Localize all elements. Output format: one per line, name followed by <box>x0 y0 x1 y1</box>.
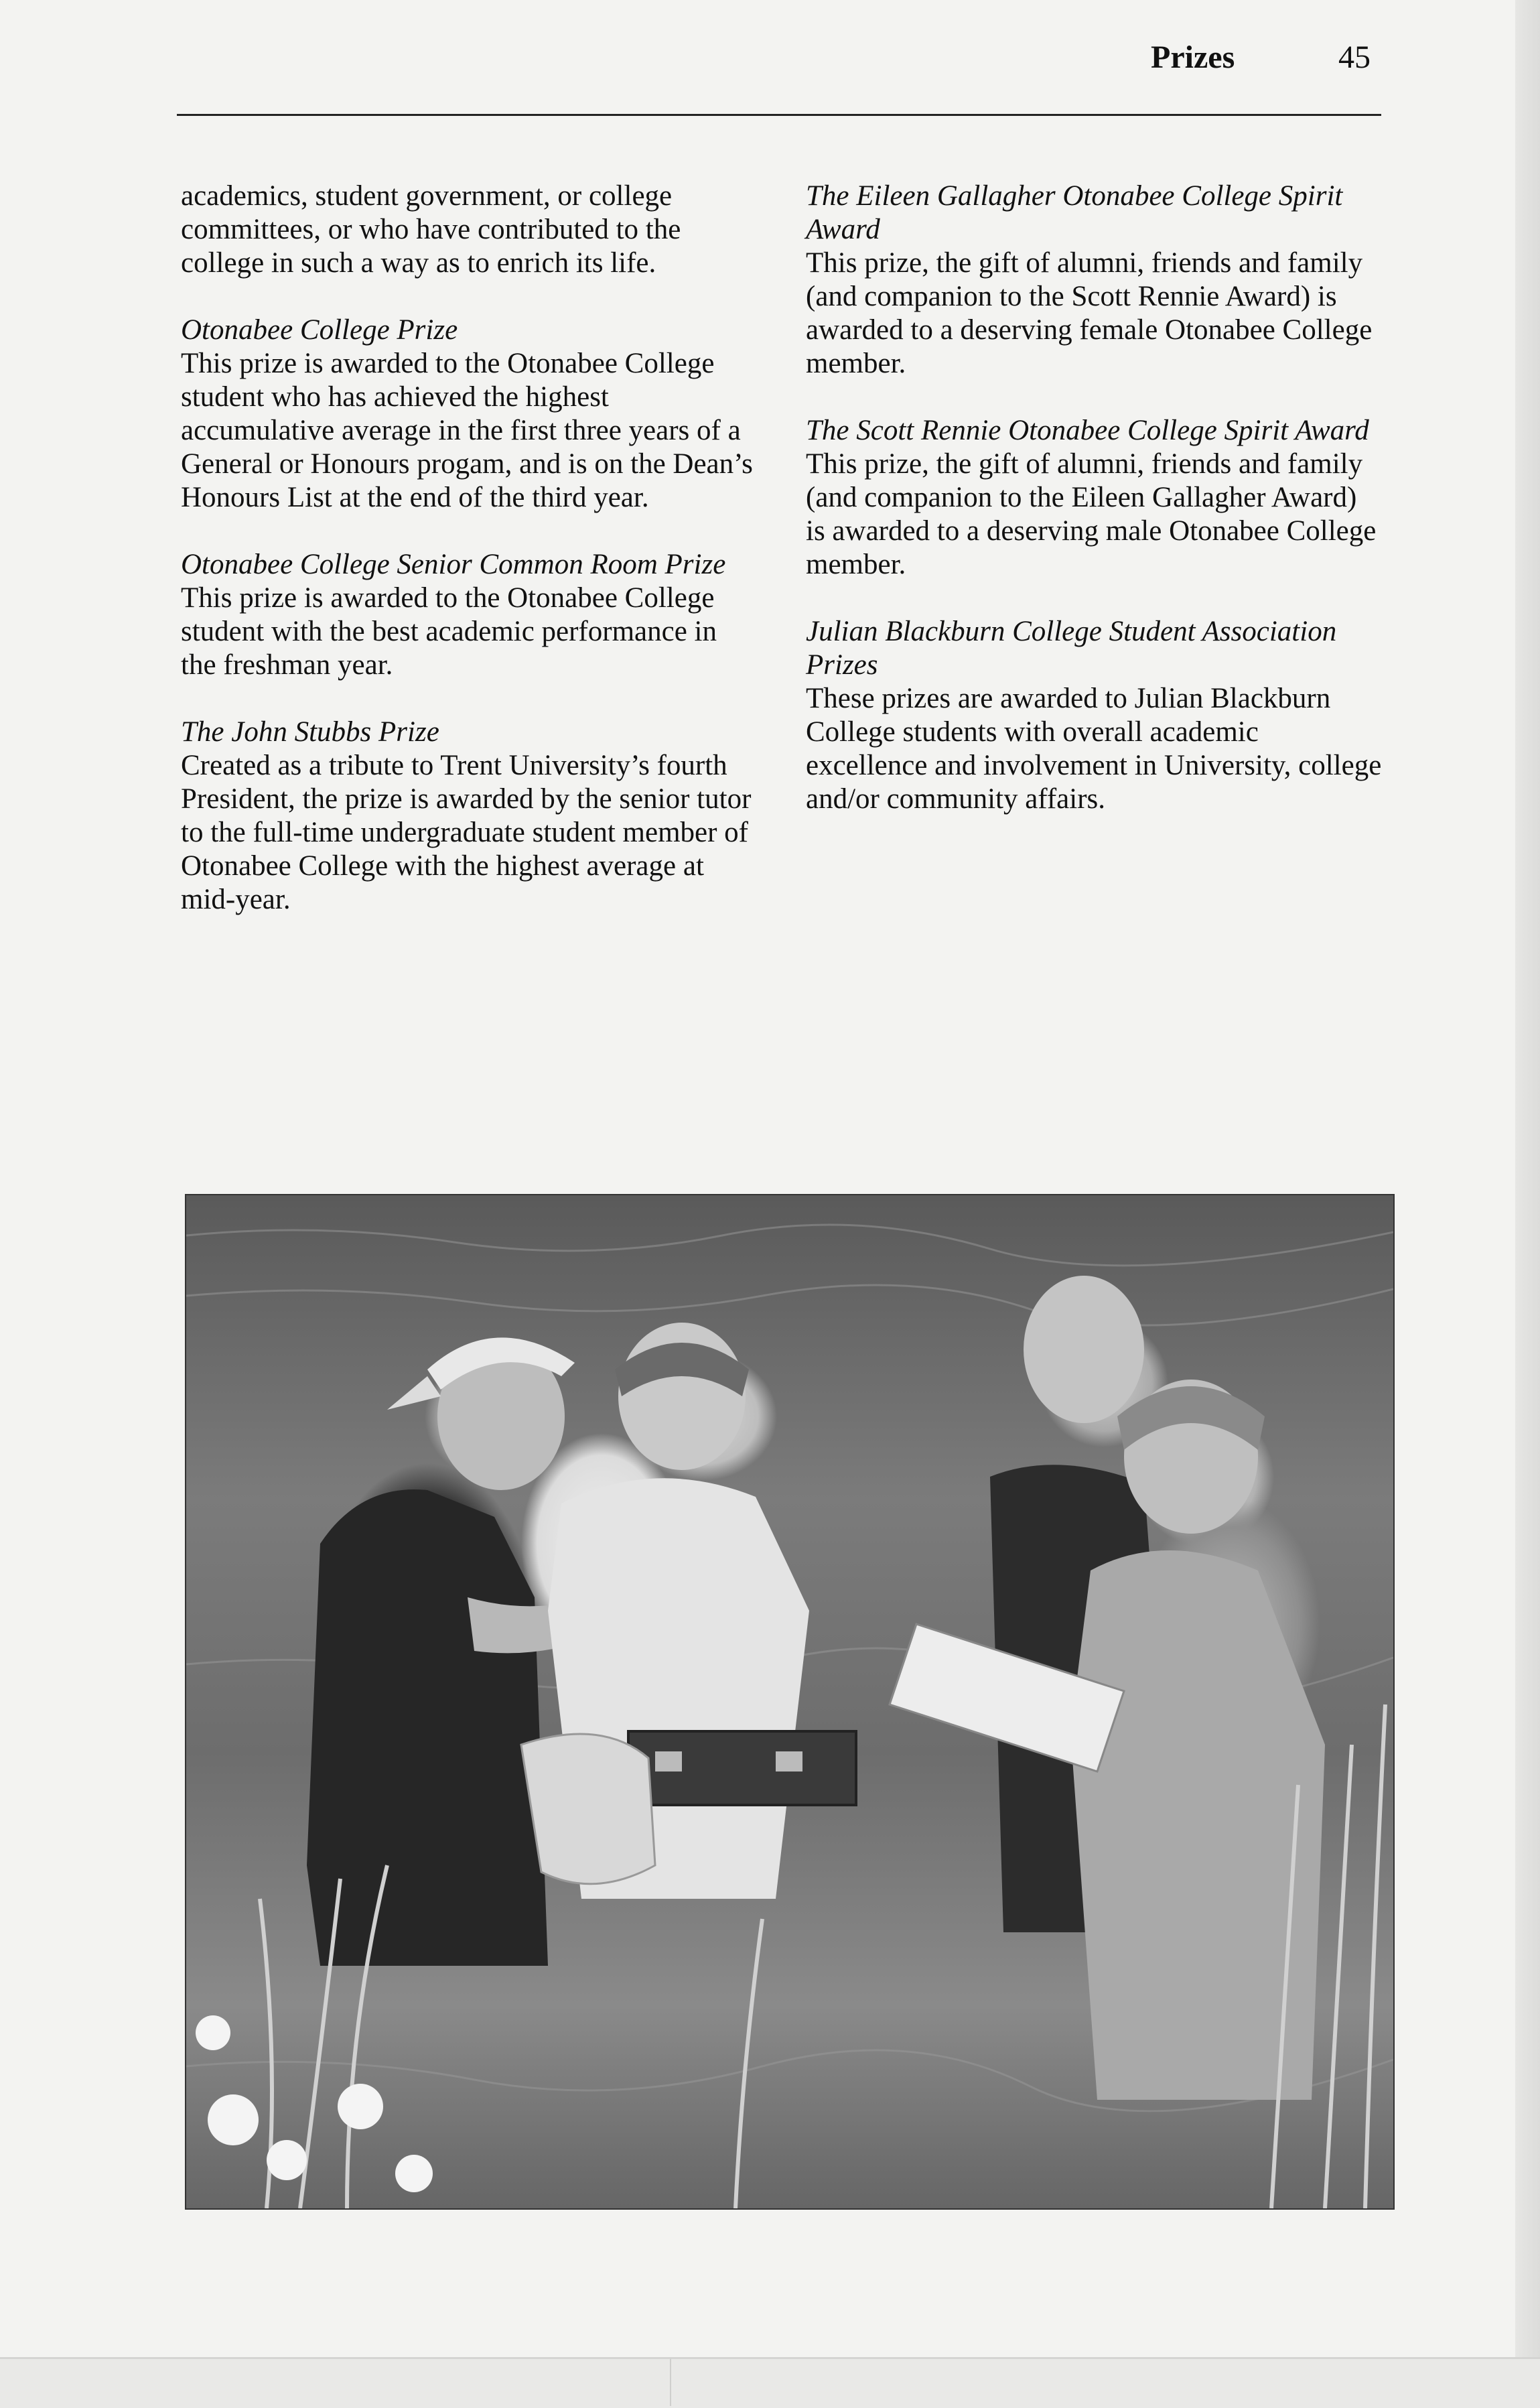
prize-entry <box>806 414 1382 582</box>
prize-description: Created as a tribute to Trent University’s fourth President, the prize is awarded by the senior tutor to the full-time undergraduate student member of Otonabee College with the highest average at mid-year. <box>181 750 752 915</box>
prize-entry <box>181 314 757 515</box>
continuation-paragraph <box>181 180 757 280</box>
header-rule <box>177 114 1381 116</box>
prize-title: Otonabee College Prize <box>181 314 458 346</box>
continuation-text: academics, student government, or college committees, or who have contributed to the college in such a way as to enrich its life. <box>181 180 681 279</box>
prize-title: The Scott Rennie Otonabee College Spirit Award <box>806 415 1369 446</box>
prize-description: This prize is awarded to the Otonabee College student who has achieved the highest accumulative average in the first three years of a General or Honours progam, and is on the Dean’s Honours List at the end of the third year. <box>181 348 753 513</box>
prize-title: Julian Blackburn College Student Association Prizes <box>806 616 1337 681</box>
left-column <box>181 180 757 950</box>
prize-description: This prize, the gift of alumni, friends and family (and companion to the Scott Rennie Award) is awarded to a deserving female Otonabee College member. <box>806 247 1373 379</box>
prize-entry <box>806 615 1382 816</box>
page-number: 45 <box>1338 40 1371 75</box>
prize-description: This prize, the gift of alumni, friends and family (and companion to the Eileen Gallagher Award) is awarded to a deserving male Otonabee College member. <box>806 448 1377 580</box>
prize-entry <box>181 548 757 682</box>
scan-artifact <box>670 2358 671 2406</box>
page-bottom-edge <box>0 2357 1540 2408</box>
prize-description: This prize is awarded to the Otonabee College student with the best academic performance in the freshman year. <box>181 582 717 681</box>
section-title: Prizes <box>1151 40 1235 75</box>
prize-entry <box>181 716 757 917</box>
right-column <box>806 180 1382 850</box>
prize-description: These prizes are awarded to Julian Blackburn College students with overall academic excellence and involvement in University, college and/or community affairs. <box>806 683 1382 815</box>
running-header <box>0 39 1540 92</box>
prize-title: The Eileen Gallagher Otonabee College Spirit Award <box>806 180 1343 245</box>
photograph-students-in-wetland <box>185 1194 1395 2210</box>
prize-entry <box>806 180 1382 381</box>
prize-title: Otonabee College Senior Common Room Prize <box>181 549 726 580</box>
photo-illustration <box>186 1195 1393 2208</box>
prize-title: The John Stubbs Prize <box>181 716 439 748</box>
page-edge <box>1515 0 1540 2406</box>
